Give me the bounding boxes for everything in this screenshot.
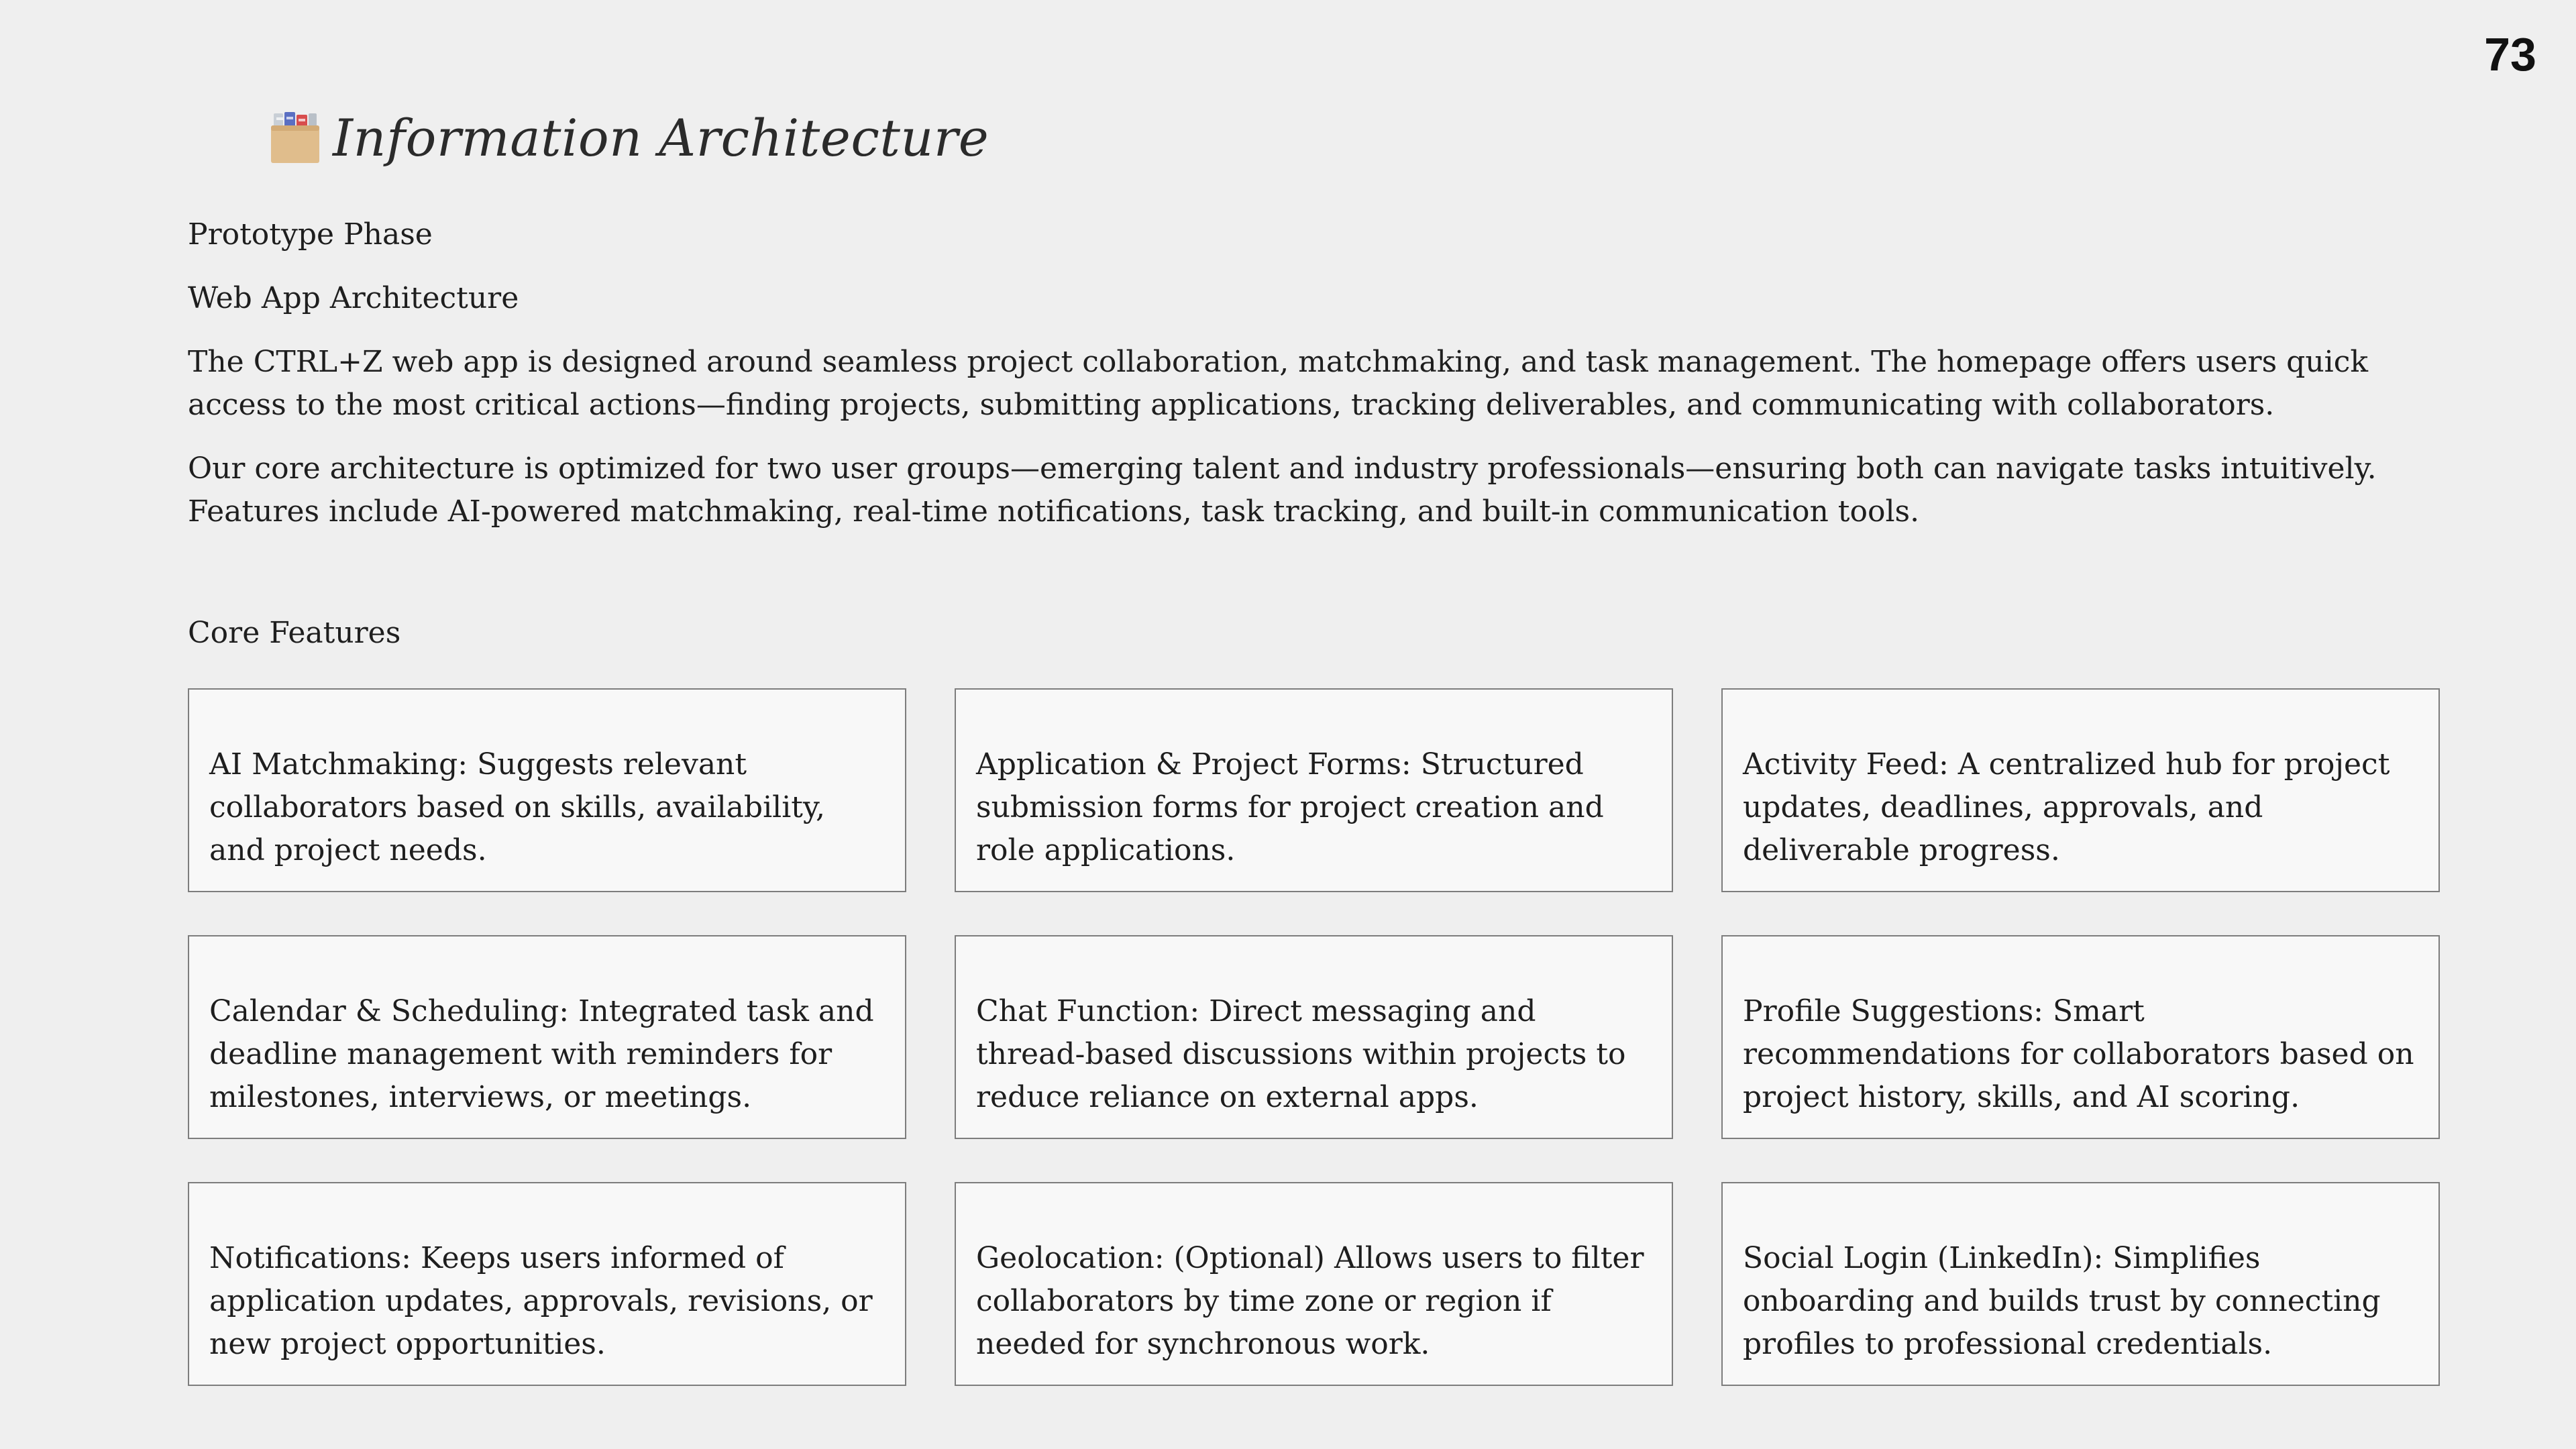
- feature-card-social-login: Social Login (LinkedIn): Simplifies onboarding and builds trust by connecting profiles to professional credentials.: [1721, 1182, 2440, 1386]
- feature-card-geolocation: Geolocation: (Optional) Allows users to filter collaborators by time zone or region if needed for synchronous work.: [955, 1182, 1673, 1386]
- feature-card-application-forms: Application & Project Forms: Structured submission forms for project creation and role applications.: [955, 688, 1673, 892]
- card-file-box-icon: [270, 111, 321, 164]
- intro-paragraph-1: The CTRL+Z web app is designed around seamless project collaboration, matchmaking, and task management. The homepage offers users quick access to the most critical actions—finding projects, submitting applications, tracking deliverables, and communicating with collaborators.: [188, 345, 2369, 422]
- feature-card-ai-matchmaking: AI Matchmaking: Suggests relevant collaborators based on skills, availability, and project needs.: [188, 688, 906, 892]
- feature-card-notifications: Notifications: Keeps users informed of application updates, approvals, revisions, or new project opportunities.: [188, 1182, 906, 1386]
- phase-label: Prototype Phase: [188, 217, 433, 252]
- core-features-heading: Core Features: [188, 616, 401, 650]
- page-title: Information Architecture: [333, 107, 989, 168]
- intro-section: [188, 213, 2442, 533]
- feature-card-chat: Chat Function: Direct messaging and thread-based discussions within projects to reduce reliance on external apps.: [955, 935, 1673, 1139]
- feature-card-calendar: Calendar & Scheduling: Integrated task and deadline management with reminders for milestones, interviews, or meetings.: [188, 935, 906, 1139]
- intro-paragraph-2: Our core architecture is optimized for two user groups—emerging talent and industry professionals—ensuring both can navigate tasks intuitively. Features include AI-powered matchmaking, real-time notifications, task tracking, and built-in communication tools.: [188, 451, 2377, 529]
- feature-card-profile-suggestions: Profile Suggestions: Smart recommendations for collaborators based on project history, skills, and AI scoring.: [1721, 935, 2440, 1139]
- feature-card-grid: [188, 688, 2440, 1386]
- page-number: 73: [2484, 28, 2536, 80]
- section-label: Web App Architecture: [188, 281, 519, 315]
- feature-card-activity-feed: Activity Feed: A centralized hub for project updates, deadlines, approvals, and deliverable progress.: [1721, 688, 2440, 892]
- page-header: [270, 101, 989, 174]
